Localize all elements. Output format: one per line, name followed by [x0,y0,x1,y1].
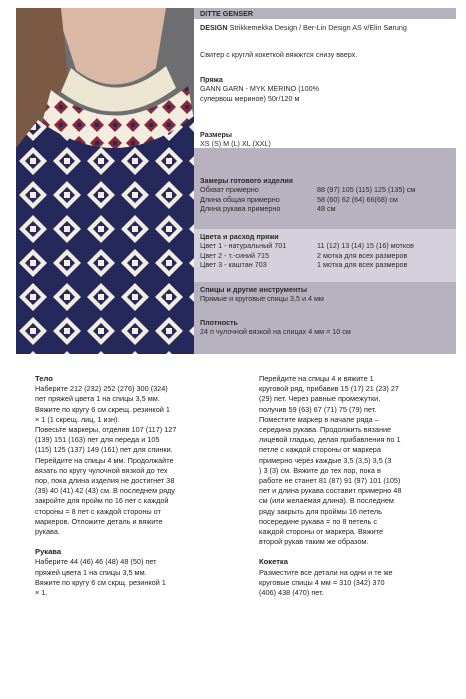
text-line: ряду закрыть для проймы 16 петель [259,506,382,516]
needles-section [200,285,454,304]
measure-row [200,195,454,204]
text-line: (39) 40 (41) 42 (43) см. В последнем ряду [35,486,175,496]
gauge-text: 24 п чулочной вязкой на спицах 4 мм = 10 см [200,327,351,337]
yarn-text: GANN GARN - MYK MERINO (100% супервош мериное) 50г/120 м [200,84,320,103]
color-label: Цвет 2 - т.-синий 715 [200,250,269,260]
yoke-text [259,568,459,599]
right-column [259,374,459,598]
pattern-title: DITTE GENSER [200,9,254,18]
text-line: пет пряжей цвета 1 на спицы 3,5 мм. [35,394,160,404]
text-line: пор, пока длина изделия не достигнет 38 [35,476,175,486]
measure-value: 88 (97) 105 (115) 125 (135) см [317,185,416,195]
color-value: 11 (12) 13 (14) 15 (16) мотков [317,241,414,251]
yarn-heading: Пряжа [200,75,223,84]
text-line: Разместите все детали на одни и те же [259,567,393,577]
sizes-text: XS (S) M (L) XL (XXL) [200,139,271,149]
text-line: Наберите 44 (46) 46 (48) 48 (50) пет [35,557,157,567]
text-line: середина рукава. Продолжить вязание [259,425,392,435]
text-line: Перейдите на спицы 4 и вяжите 1 [259,374,374,383]
gauge-section [200,318,454,337]
measure-row [200,185,454,194]
colors-heading: Цвета и расход пряжи [200,232,279,241]
measure-row [200,204,454,213]
color-label: Цвет 3 - каштан 703 [200,260,267,270]
text-line: стороны = 8 пет с каждой стороны от [35,506,161,516]
text-line: ) 3 (3) см. Вяжите до тех пор, пока в [259,465,381,475]
text-line: Наберите 212 (232) 252 (276) 300 (324) [35,384,168,394]
text-line: получив 59 (63) 67 (71) 75 (79) пет. [259,404,377,414]
gauge-heading: Плотность [200,318,238,327]
text-line: лицевой гладью, делая прибавления по 1 [259,435,401,445]
design-credit [200,23,454,32]
text-line: (115) 125 (137) 149 (161) пет для спинки. [35,445,173,455]
text-line: Перейдите на спицы 4 мм. Продолжайте [35,455,174,465]
text-line: Поместите маркер в начале ряда – [259,414,379,424]
text-line: (29) пет. Через равные промежутки, [259,394,381,404]
left-column [35,374,237,598]
text-line: второй рукав таким же образом. [259,537,369,547]
measure-value: 58 (60) 62 (64) 66(68) см [317,194,398,204]
measure-label: Обхват примерно [200,185,259,195]
text-line: посередине рукава = по 8 петель с [259,516,378,526]
text-line: пет и длина рукава составит примерно 48 [259,486,402,496]
measurements-heading: Замеры готового изделия [200,176,293,185]
text-line: примерно через каждые 3,5 (3,5) 3,5 (3 [259,455,392,465]
text-line: × 1 (1 скрещ. лиц, 1 изн). [35,414,120,424]
sizes-section [200,130,454,149]
color-value: 1 мотка для всех размеров [317,260,408,270]
design-text: Strikkemekka Design / Ber-Lin Design AS v/Elin Sørung [229,23,407,32]
yoke-heading: Кокетка [259,557,288,567]
text-line: круговые спицы 4 мм = 310 (342) 370 [259,577,385,587]
sleeves-text [35,557,237,598]
needles-heading: Спицы и другие инструменты [200,285,307,294]
text-line: рукава. [35,527,60,537]
intro-text: Свитер с круглй кокеткой вяжжтся снизу вверх. [200,50,358,59]
text-line: закройте для пройм по 16 пет с каждой [35,496,169,506]
measure-label: Длина общая примерно [200,194,280,204]
text-line: петле с каждой стороны от маркера [259,445,381,455]
text-line: каждой стороны от маркера. Вяжите [259,527,384,537]
body-heading: Тело [35,374,53,383]
text-line: Вяжите по кругу 6 см скрщ. резинкой 1 [35,577,166,587]
sleeves-heading: Рукава [35,547,62,557]
text-line: круговой ряд, прибавив 15 (17) 21 (23) 27 [259,384,399,394]
color-value: 2 мотка для всех размеров [317,250,408,260]
color-row [200,260,454,269]
text-line: (139) 151 (163) пет для переда и 105 [35,435,160,445]
text-line: вязать по кругу чулочной вязкой до тех [35,465,168,475]
text-line: (406) 438 (470) пет. [259,588,324,598]
color-row [200,251,454,260]
text-line: Повесьте маркеры, отделив 107 (117) 127 [35,425,177,435]
sizes-heading: Размеры [200,130,233,139]
color-label: Цвет 1 - натуральный 701 [200,241,287,251]
measure-value: 48 см [317,204,336,214]
needles-text: Прямые и круговые спицы 3,5 и 4 мм [200,294,324,304]
text-line: пряжей цвета 1 на спицы 3,5 мм. [35,567,147,577]
color-row [200,241,454,250]
text-line: маркеров. Отложите деталь и вяжите [35,516,163,526]
sleeve-continued-text [259,374,459,547]
colors-section [200,232,454,270]
pattern-info-panel [194,8,456,354]
text-line: × 1. [35,588,48,598]
text-line: работе не станет 81 (87) 91 (97) 101 (105) [259,476,401,486]
text-line: см (или желаемая длина). В последнем [259,496,394,506]
measurements-section [200,176,454,214]
body-text [35,384,237,537]
yarn-section [200,75,454,103]
sweater-photo [16,8,194,354]
design-label: DESIGN [200,23,228,32]
text-line: Вяжите по кругу 6 см скрещ. резинкой 1 [35,404,170,414]
measure-label: Длина рукава примерно [200,204,281,214]
